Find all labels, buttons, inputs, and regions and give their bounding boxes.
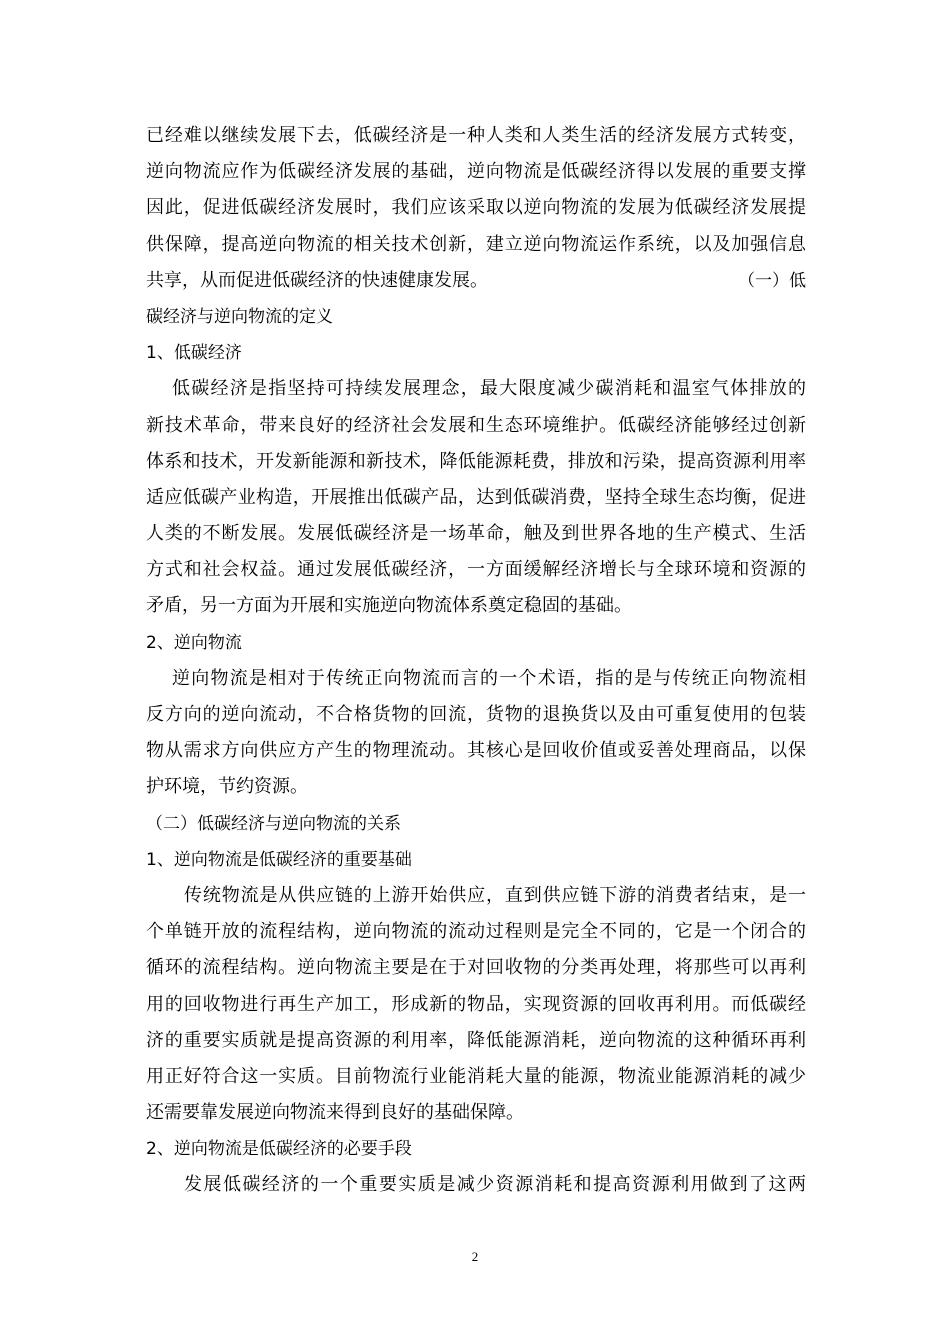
text-line: 体系和技术，开发新能源和新技术，降低能源耗费，排放和污染，提高资源利用率 xyxy=(146,450,806,472)
text-line: 已经难以继续发展下去，低碳经济是一种人类和人类生活的经济发展方式转变， xyxy=(146,125,806,146)
text-line: 反方向的逆向流动，不合格货物的回流，货物的退换货以及由可重复使用的包装 xyxy=(146,704,806,725)
text-line: 物从需求方向供应方产生的物理流动。其核心是回收价值或妥善处理商品，以保 xyxy=(146,740,806,762)
section-heading-start: （一）低 xyxy=(738,270,806,291)
text-line: 循环的流程结构。逆向物流主要是在于对回收物的分类再处理，将那些可以再利 xyxy=(146,957,806,979)
text-line: 因此，促进低碳经济发展时，我们应该采取以逆向物流的发展为低碳经济发展提 xyxy=(146,197,806,219)
text-line: 传统物流是从供应链的上游开始供应，直到供应链下游的消费者结束，是一 xyxy=(184,884,806,906)
text-line: 供保障，提高逆向物流的相关技术创新，建立逆向物流运作系统，以及加强信息 xyxy=(146,233,806,255)
text-line: 低碳经济是指坚持可持续发展理念，最大限度减少碳消耗和温室气体排放的 xyxy=(172,378,806,400)
subsection-heading: 1、逆向物流是低碳经济的重要基础 xyxy=(146,849,412,870)
text-line: 人类的不断发展。发展低碳经济是一场革命，触及到世界各地的生产模式、生活 xyxy=(146,523,806,545)
page-number: 2 xyxy=(471,1249,479,1264)
text-line: 护环境，节约资源。 xyxy=(146,776,308,798)
text-line: 方式和社会权益。通过发展低碳经济，一方面缓解经济增长与全球环境和资源的 xyxy=(146,559,806,581)
text-line: 共享，从而促进低碳经济的快速健康发展。 xyxy=(146,269,488,291)
section-heading: 碳经济与逆向物流的定义 xyxy=(146,306,333,327)
text-line: 逆向物流是相对于传统正向物流而言的一个术语，指的是与传统正向物流相 xyxy=(172,667,806,689)
text-line: 适应低碳产业构造，开展推出低碳产品，达到低碳消费，坚持全球生态均衡，促进 xyxy=(146,486,806,508)
text-line: 矛盾，另一方面为开展和实施逆向物流体系奠定稳固的基础。 xyxy=(146,595,632,617)
text-line: 济的重要实质就是提高资源的利用率，降低能源消耗，逆向物流的这种循环再利 xyxy=(146,1029,806,1051)
text-line: 用的回收物进行再生产加工，形成新的物品，实现资源的回收再利用。而低碳经 xyxy=(146,993,806,1015)
text-line: 还需要靠发展逆向物流来得到良好的基础保障。 xyxy=(146,1102,524,1124)
subsection-heading: 2、逆向物流是低碳经济的必要手段 xyxy=(146,1139,412,1160)
subsection-heading: 1、低碳经济 xyxy=(146,343,242,364)
text-line: 新技术革命，带来良好的经济社会发展和生态环境维护。低碳经济能够经过创新 xyxy=(146,414,806,436)
section-heading: （二）低碳经济与逆向物流的关系 xyxy=(146,813,401,834)
text-line: 逆向物流应作为低碳经济发展的基础，逆向物流是低碳经济得以发展的重要支撑 xyxy=(146,161,806,183)
text-line: 发展低碳经济的一个重要实质是减少资源消耗和提高资源利用做到了这两 xyxy=(184,1174,806,1196)
text-line: 个单链开放的流程结构，逆向物流的流动过程则是完全不同的，它是一个闭合的 xyxy=(146,921,806,943)
body-text xyxy=(146,118,806,1204)
text-line: 用正好符合这一实质。目前物流行业能消耗大量的能源，物流业能源消耗的减少 xyxy=(146,1065,806,1087)
text-line-with-heading xyxy=(146,263,806,299)
subsection-heading: 2、逆向物流 xyxy=(146,632,242,653)
